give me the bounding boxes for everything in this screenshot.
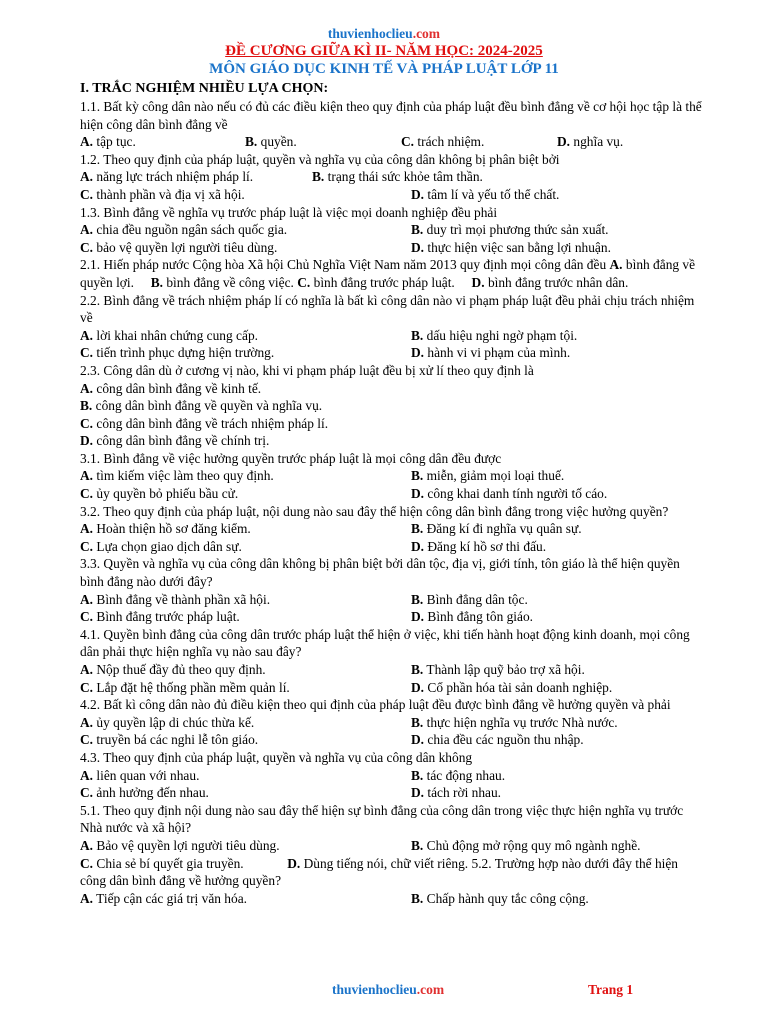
answer-option-d: D. nghĩa vụ. bbox=[557, 134, 624, 150]
answer-option-c: C. ảnh hưởng đến nhau. bbox=[80, 785, 209, 801]
document-footer bbox=[0, 982, 768, 1000]
question-stem: 4.3. Theo quy định của pháp luật, quyền và nghĩa vụ của công dân không bbox=[80, 749, 473, 765]
answer-option-a: A. Bình đẳng về thành phần xã hội. bbox=[80, 591, 271, 607]
answer-option-c: C. bình đẳng trước pháp luật. bbox=[297, 274, 455, 290]
page-number: Trang 1 bbox=[588, 982, 634, 997]
question-stem: 3.1. Bình đẳng về việc hưởng quyền trước pháp luật là mọi công dân đều được bbox=[80, 450, 502, 466]
question-stem: 3.2. Theo quy định của pháp luật, nội dung nào sau đây thể hiện công dân bình đẳng trong việc hưởng quyền? bbox=[80, 503, 669, 519]
answer-option-b: B. Chủ động mở rộng quy mô ngành nghề. bbox=[411, 837, 641, 853]
answer-option-b: B. thực hiện nghĩa vụ trước Nhà nước. bbox=[411, 714, 618, 730]
question-stem: 4.1. Quyền bình đẳng của công dân trước pháp luật thể hiện ở việc, khi tiến hành hoạt động kinh doanh, mọi công dân phải thực hiện nghĩa vụ nào sau đây? bbox=[80, 626, 690, 660]
answer-row bbox=[80, 679, 705, 697]
footer-site-link[interactable]: thuvienhoclieu.com bbox=[332, 982, 445, 997]
answer-option-b: B. duy trì mọi phương thức sản xuất. bbox=[411, 222, 609, 238]
answer-option-b: B. Chấp hành quy tắc công cộng. bbox=[411, 890, 589, 906]
answer-option-a: A. liên quan với nhau. bbox=[80, 767, 200, 783]
answer-option-a: A. năng lực trách nhiệm pháp lí. bbox=[80, 169, 254, 185]
answer-row bbox=[80, 731, 705, 749]
answer-option-a: A. Tiếp cận các giá trị văn hóa. bbox=[80, 890, 247, 906]
answer-option-c: C. Lắp đặt hệ thống phần mềm quản lí. bbox=[80, 679, 290, 695]
answer-option-a: A. tập tục. bbox=[80, 134, 136, 150]
answer-row bbox=[80, 837, 705, 855]
answer-row bbox=[80, 767, 705, 785]
question-block bbox=[80, 855, 705, 890]
answer-option-c: C. thành phần và địa vị xã hội. bbox=[80, 186, 245, 202]
answer-row bbox=[80, 344, 705, 362]
answer-option-b: B. quyền. bbox=[245, 134, 297, 150]
answer-row bbox=[80, 239, 705, 257]
answer-option-d: D. công dân bình đẳng về chính trị. bbox=[80, 433, 270, 449]
section-title: I. TRẮC NGHIỆM NHIỀU LỰA CHỌN: bbox=[80, 81, 329, 96]
answer-option-b: B. công dân bình đẳng về quyền và nghĩa vụ. bbox=[80, 398, 323, 414]
answer-option-b: B. tác động nhau. bbox=[411, 767, 506, 783]
answer-option-c: C. trách nhiệm. bbox=[401, 134, 485, 150]
answer-row bbox=[80, 467, 705, 485]
answer-row bbox=[80, 661, 705, 679]
answer-option-d: D. Cổ phần hóa tài sản doanh nghiệp. bbox=[411, 679, 613, 695]
question-stem: 3.3. Quyền và nghĩa vụ của công dân không bị phân biệt bởi dân tộc, địa vị, giới tính, tôn giáo là thể hiện quyền bình đẳng nào dưới đây? bbox=[80, 556, 680, 590]
answer-option-d: D. công khai danh tính người tố cáo. bbox=[411, 486, 608, 502]
answer-row bbox=[80, 538, 705, 556]
answer-row bbox=[80, 186, 705, 204]
question-stem: 4.2. Bất kì công dân nào đủ điều kiện theo qui định của pháp luật đều được bình đẳng về hưởng quyền và phải bbox=[80, 697, 671, 713]
answer-option-a: A. chia đều nguồn ngân sách quốc gia. bbox=[80, 222, 288, 238]
answer-option-c: C. Chia sẻ bí quyết gia truyền. bbox=[80, 855, 244, 871]
document-subtitle: MÔN GIÁO DỤC KINH TẾ VÀ PHÁP LUẬT LỚP 11 bbox=[209, 61, 559, 77]
answer-row bbox=[80, 168, 705, 186]
answer-option-d: D. hành vi vi phạm của mình. bbox=[411, 345, 571, 361]
answer-option-c: C. Bình đẳng trước pháp luật. bbox=[80, 609, 240, 625]
answer-row bbox=[80, 591, 705, 609]
answer-option-a: A. công dân bình đẳng về kinh tế. bbox=[80, 380, 262, 396]
answer-option-d: D. Đăng kí hồ sơ thi đấu. bbox=[411, 538, 547, 554]
answer-row bbox=[80, 133, 705, 151]
answer-option-b: B. bình đẳng về công việc. bbox=[150, 274, 294, 290]
answer-row bbox=[80, 221, 705, 239]
answer-row bbox=[80, 327, 705, 345]
question-stem: 2.2. Bình đẳng về trách nhiệm pháp lí có nghĩa là bất kì công dân nào vi phạm pháp luật đều phải chịu trách nhiệm về bbox=[80, 292, 695, 326]
question-stem: 5.1. Theo quy định nội dung nào sau đây thể hiện sự bình đẳng của công dân trong việc thực hiện nghĩa vụ trước Nhà nước và xã hội? bbox=[80, 802, 684, 836]
answer-option-a: A. ủy quyền lập di chúc thừa kế. bbox=[80, 714, 255, 730]
answer-option-d: D. Bình đẳng tôn giáo. bbox=[411, 609, 534, 625]
answer-option-d: D. bình đẳng trước nhân dân. bbox=[471, 274, 629, 290]
answer-option-a: A. Bảo vệ quyền lợi người tiêu dùng. bbox=[80, 837, 280, 853]
answer-option-b: B. miễn, giảm mọi loại thuế. bbox=[411, 468, 565, 484]
answer-option-a: A. Hoàn thiện hồ sơ đăng kiểm. bbox=[80, 521, 251, 537]
answer-option-d: D. Dùng tiếng nói, chữ viết riêng. bbox=[287, 855, 469, 871]
answer-row bbox=[80, 784, 705, 802]
question-stem: 5.2. Trường hợp nào dưới đây thể hiện công dân bình đẳng về hưởng quyền? bbox=[80, 855, 678, 889]
question-stem: 1.2. Theo quy định của pháp luật, quyền và nghĩa vụ của công dân không bị phân biệt bởi bbox=[80, 151, 560, 167]
answer-option-c: C. công dân bình đẳng về trách nhiệm pháp lí. bbox=[80, 415, 329, 431]
answer-option-a: A. tìm kiếm việc làm theo quy định. bbox=[80, 468, 274, 484]
answer-option-a: A. bình đẳng về quyền lợi. bbox=[80, 257, 696, 290]
question-stem: 2.3. Công dân dù ở cương vị nào, khi vi phạm pháp luật đều bị xử lí theo quy định là bbox=[80, 362, 534, 378]
question-stem: 2.1. Hiến pháp nước Cộng hòa Xã hội Chủ Nghĩa Việt Nam năm 2013 quy định mọi công dân đều bbox=[80, 257, 607, 273]
answer-row bbox=[80, 485, 705, 503]
answer-option-c: C. tiến trình phục dựng hiện trường. bbox=[80, 345, 275, 361]
document-title: ĐỀ CƯƠNG GIỮA KÌ II- NĂM HỌC: 2024-2025 bbox=[225, 43, 543, 59]
answer-option-c: C. Lựa chọn giao dịch dân sự. bbox=[80, 538, 242, 554]
answer-option-b: B. Bình đẳng dân tộc. bbox=[411, 591, 528, 607]
answer-row bbox=[80, 890, 705, 908]
question-stem: 1.3. Bình đẳng về nghĩa vụ trước pháp luật là việc mọi doanh nghiệp đều phải bbox=[80, 204, 498, 220]
answer-option-a: A. Nộp thuế đầy đủ theo quy định. bbox=[80, 662, 266, 677]
answer-option-d: D. thực hiện việc san bằng lợi nhuận. bbox=[411, 239, 611, 255]
answer-row bbox=[80, 520, 705, 538]
site-link[interactable]: thuvienhoclieu.com bbox=[327, 26, 441, 41]
answer-option-b: B. dấu hiệu nghi ngờ phạm tội. bbox=[411, 327, 578, 343]
document-body bbox=[80, 80, 705, 907]
question-stem: 1.1. Bất kỳ công dân nào nếu có đủ các điều kiện theo quy định của pháp luật đều bình đẳng về cơ hội học tập là thể hiện công dân bình đẳng về bbox=[80, 99, 702, 132]
answer-option-b: B. Thành lập quỹ bảo trợ xã hội. bbox=[411, 662, 585, 677]
answer-option-c: C. ủy quyền bỏ phiếu bầu cử. bbox=[80, 486, 239, 502]
document-header bbox=[0, 26, 768, 79]
answer-option-d: D. tâm lí và yếu tố thể chất. bbox=[411, 186, 560, 202]
answer-option-a: A. lời khai nhân chứng cung cấp. bbox=[80, 327, 258, 343]
answer-option-c: C. truyền bá các nghi lễ tôn giáo. bbox=[80, 732, 259, 748]
answer-option-d: D. chia đều các nguồn thu nhập. bbox=[411, 732, 584, 748]
answer-option-b: B. Đăng kí đi nghĩa vụ quân sự. bbox=[411, 521, 582, 537]
question-block bbox=[80, 256, 705, 291]
answer-option-c: C. bảo vệ quyền lợi người tiêu dùng. bbox=[80, 239, 278, 255]
answer-row bbox=[80, 608, 705, 626]
answer-row bbox=[80, 714, 705, 732]
answer-option-d: D. tách rời nhau. bbox=[411, 785, 502, 801]
answer-option-b: B. trạng thái sức khỏe tâm thần. bbox=[312, 169, 483, 185]
